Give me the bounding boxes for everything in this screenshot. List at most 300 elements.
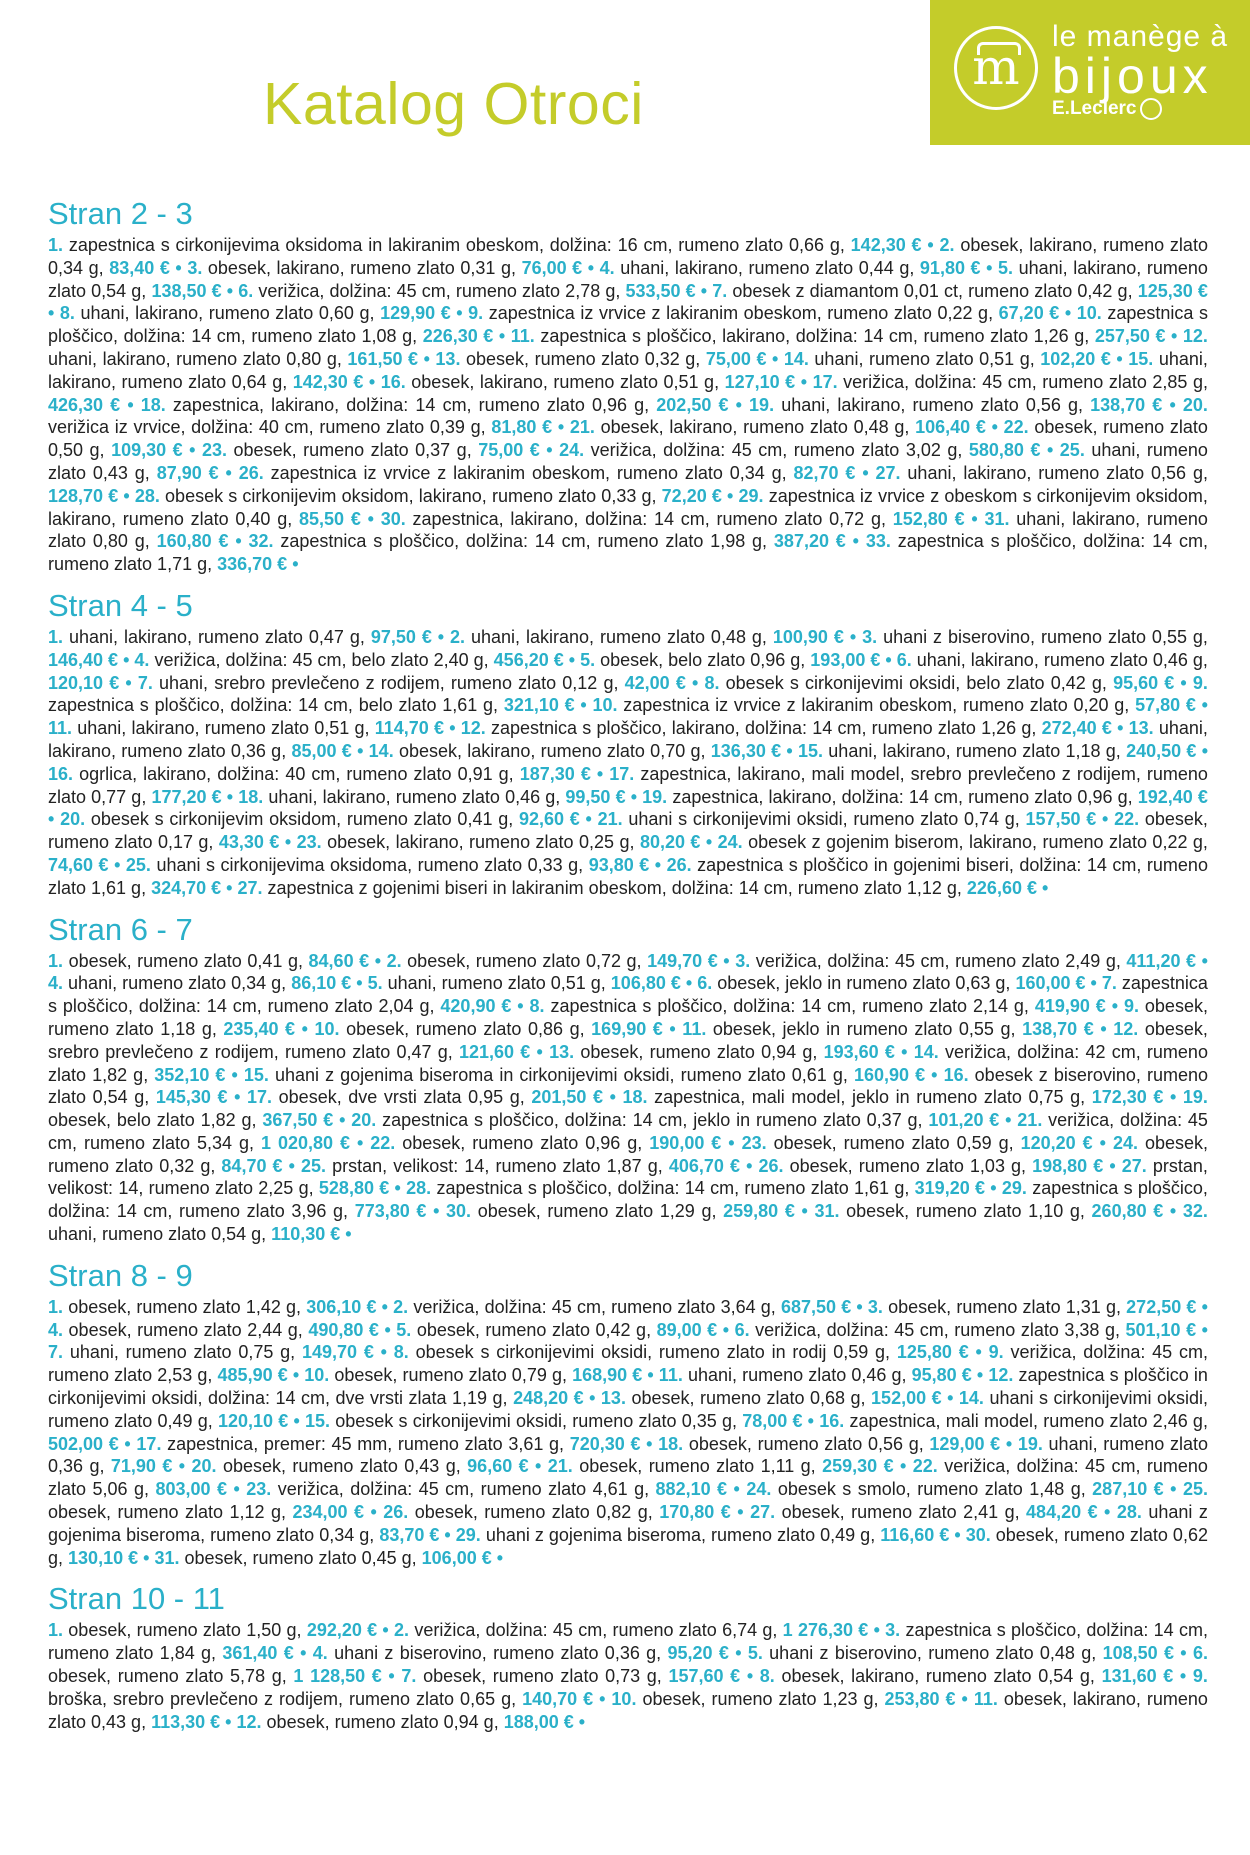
bullet-separator: • [493, 326, 506, 347]
item-number: 3. [187, 257, 203, 278]
item-price: 226,60 € [966, 877, 1037, 898]
item-price: 95,80 € [911, 1365, 972, 1386]
item-number: 15. [305, 1410, 331, 1431]
logo-emblem-icon: m [954, 26, 1038, 110]
bullet-separator: • [373, 1342, 387, 1363]
item-description: uhani, lakirano, rumeno zlato 0,64 g, [48, 348, 1208, 392]
item-price: 136,30 € [710, 740, 782, 761]
item-number: 19. [1017, 1433, 1043, 1454]
item-number: 15. [1128, 348, 1154, 369]
item-price: 138,70 € [1022, 1018, 1094, 1039]
bullet-separator: • [740, 1155, 753, 1176]
item-description: obesek, lakirano, rumeno zlato 0,54 g, [781, 1666, 1095, 1687]
catalog-item [814, 1201, 1176, 1221]
bullet-separator: • [227, 1087, 241, 1108]
bullet-separator: • [118, 649, 130, 670]
item-number: 14. [783, 348, 809, 369]
item-price: 426,30 € [48, 394, 121, 415]
catalog-item [592, 695, 1207, 715]
item-number: 32. [1182, 1201, 1208, 1222]
bullet-separator: • [728, 1643, 742, 1664]
catalog-item [623, 1087, 1177, 1107]
catalog-item [735, 951, 1208, 971]
item-description: obesek, rumeno zlato 2,44 g, [68, 1319, 303, 1340]
catalog-item [600, 258, 993, 278]
item-number: 1. [48, 1296, 64, 1317]
bullet-separator: • [221, 877, 233, 898]
catalog-item [297, 832, 713, 852]
item-description: prstan, velikost: 14, rumeno zlato 2,25 g, [48, 1155, 1208, 1199]
item-number: 13. [549, 1041, 575, 1062]
item-number: 32. [248, 531, 274, 552]
bullet-separator: • [1085, 973, 1097, 994]
bullet-separator: • [1111, 718, 1124, 739]
bullet-separator: • [1110, 348, 1123, 369]
catalog-item [511, 326, 1178, 346]
item-description: obesek, rumeno zlato 0,32 g, [466, 348, 701, 369]
bullet-separator: • [120, 394, 134, 415]
item-price: 160,00 € [1015, 973, 1086, 994]
item-number: 2. [386, 950, 402, 971]
item-price: 95,20 € [667, 1643, 729, 1664]
catalog-item [247, 1087, 616, 1107]
item-number: 10. [592, 695, 618, 716]
catalog-item [48, 1297, 388, 1317]
item-price: 306,10 € [306, 1296, 377, 1317]
item-price: 109,30 € [111, 440, 183, 461]
item-description: uhani, rumeno zlato 0,36 g, [48, 1433, 1208, 1477]
bullet-separator: • [894, 1041, 908, 1062]
item-description: obesek, dve vrsti zlata 0,95 g, [278, 1087, 525, 1108]
item-number: 28. [134, 485, 160, 506]
bullet-separator: • [1000, 1433, 1013, 1454]
item-price: 419,90 € [1034, 996, 1106, 1017]
catalog-item [659, 1365, 983, 1385]
catalog-item [135, 486, 734, 506]
catalog-item [704, 673, 1186, 693]
bullet-separator: • [590, 763, 604, 784]
catalog-item [48, 1320, 391, 1340]
item-description: obesek, rumeno zlato 1,23 g, [642, 1688, 879, 1709]
bullet-separator: • [1092, 1132, 1106, 1153]
item-number: 2. [450, 626, 466, 647]
catalog-item [750, 1502, 1110, 1522]
item-number: 29. [455, 1524, 481, 1545]
bullet-separator: • [685, 672, 699, 693]
item-number: 9. [1123, 996, 1139, 1017]
item-description: uhani, srebro prevlečeno z rodijem, rumeno zlato 0,12 g, [159, 672, 619, 693]
item-price: 146,40 € [48, 649, 119, 670]
item-price: 121,60 € [459, 1041, 531, 1062]
item-description: obesek s cirkonijevim oksidom, rumeno zlato 0,41 g, [90, 809, 514, 830]
catalog-item [248, 531, 859, 551]
bullet-separator: • [1173, 1666, 1187, 1687]
bullet-separator: • [980, 257, 993, 278]
item-description: obesek, rumeno zlato 0,56 g, [688, 1433, 924, 1454]
bullet-separator: • [539, 440, 553, 461]
catalog-item [304, 1365, 653, 1385]
item-number: 26. [758, 1155, 784, 1176]
catalog-item [611, 1689, 967, 1709]
catalog-item [580, 650, 892, 670]
catalog-item [244, 1065, 938, 1085]
item-price: 287,10 € [1092, 1479, 1164, 1500]
bullet-separator: • [1093, 1018, 1107, 1039]
item-description: uhani, rumeno zlato 0,51 g, [387, 973, 606, 994]
item-price: 128,70 € [48, 485, 119, 506]
bullet-separator: • [730, 1502, 744, 1523]
bullet-separator: • [351, 973, 363, 994]
item-number: 21. [547, 1456, 573, 1477]
catalog-item [758, 1156, 1115, 1176]
item-description: zapestnica s ploščico in cirkonijevimi oksidi, dolžina: 14 cm, dve vrsti zlata 1,19 g, [48, 1365, 1208, 1409]
item-description: obesek, srebro prevlečeno z rodijem, rumeno zlato 0,47 g, [48, 1018, 1208, 1062]
catalog-item [136, 1434, 652, 1454]
item-price: 160,80 € [156, 531, 229, 552]
item-price: 145,30 € [155, 1087, 228, 1108]
bullet-separator: • [721, 485, 734, 506]
item-number: 1. [48, 950, 64, 971]
item-number: 24. [717, 832, 743, 853]
item-number: 28. [1116, 1502, 1142, 1523]
item-price: 138,70 € [1090, 394, 1163, 415]
bullet-separator: • [1173, 1643, 1187, 1664]
bullet-separator: • [119, 672, 132, 693]
catalog-item [48, 1342, 387, 1362]
item-description: zapestnica iz vrvice z obeskom s cirkonijevim oksidom, lakirano, rumeno zlato 0,40 g, [48, 485, 1208, 529]
item-price: 125,80 € [896, 1342, 969, 1363]
bullet-separator: • [573, 1711, 586, 1732]
item-description: zapestnica s ploščico, dolžina: 14 cm, rumeno zlato 2,04 g, [48, 973, 1208, 1017]
item-description: prstan, velikost: 14, rumeno zlato 1,87 g, [332, 1155, 663, 1176]
bullet-separator: • [221, 786, 234, 807]
item-price: 387,20 € [773, 531, 846, 552]
catalog-item [369, 741, 793, 761]
bullet-separator: • [680, 973, 693, 994]
catalog-item [370, 1133, 734, 1153]
bullet-separator: • [1174, 672, 1187, 693]
item-number: 22. [1003, 417, 1029, 438]
item-number: 33. [865, 531, 891, 552]
item-description: verižica, dolžina: 45 cm, rumeno zlato 2,53 g, [48, 1342, 1208, 1386]
catalog-item [239, 463, 869, 483]
bullet-separator: • [855, 462, 869, 483]
item-price: 91,80 € [919, 257, 981, 278]
item-description: obesek, rumeno zlato 1,03 g, [789, 1155, 1027, 1176]
item-price: 75,00 € [478, 440, 540, 461]
catalog-item [742, 1133, 1106, 1153]
item-number: 16. [943, 1064, 969, 1085]
bullet-separator: • [118, 485, 130, 506]
item-price: 157,50 € [1025, 809, 1097, 830]
bullet-separator: • [1059, 303, 1072, 324]
item-description: obesek, rumeno zlato 0,59 g, [773, 1132, 1014, 1153]
item-description: obesek s cirkonijevimi oksidi, belo zlato 0,42 g, [725, 672, 1107, 693]
item-number: 7. [712, 280, 728, 301]
item-number: 15. [797, 740, 824, 761]
item-price: 533,50 € [625, 280, 696, 301]
item-description: zapestnica iz vrvice z lakiranim obeskom, rumeno zlato 0,22 g, [488, 303, 994, 324]
bullet-separator: • [717, 1319, 730, 1340]
item-price: 142,30 € [850, 235, 922, 255]
item-description: uhani, rumeno zlato 0,51 g, [814, 348, 1035, 369]
bullet-separator: • [287, 1365, 300, 1386]
item-number: 19. [642, 786, 668, 807]
item-number: 25. [301, 1155, 327, 1176]
item-price: 129,90 € [380, 303, 451, 324]
item-price: 253,80 € [884, 1688, 956, 1709]
catalog-item [549, 1042, 907, 1062]
bullet-separator: • [1196, 1296, 1208, 1317]
item-description: obesek, rumeno zlato 1,29 g, [477, 1201, 717, 1222]
bullet-separator: • [985, 1178, 997, 1199]
catalog-item [393, 1297, 863, 1317]
item-description: uhani z gojenima biseroma, rumeno zlato 0,34 g, [48, 1502, 1208, 1545]
catalog-item [305, 1411, 814, 1431]
item-price: 272,40 € [1041, 718, 1112, 739]
item-price: 149,70 € [302, 1342, 374, 1363]
bullet-separator: • [444, 718, 456, 739]
item-description: uhani, lakirano, rumeno zlato 0,51 g, [77, 718, 370, 739]
bullet-separator: • [649, 854, 662, 875]
item-price: 110,30 € [271, 1224, 341, 1245]
item-price: 169,90 € [591, 1018, 663, 1039]
catalog-item [48, 1620, 389, 1640]
item-price: 259,30 € [822, 1456, 894, 1477]
catalog-item [192, 1456, 542, 1476]
item-description: zapestnica s ploščico, dolžina: 14 cm, rumeno zlato 1,84 g, [48, 1620, 1208, 1664]
item-price: 259,80 € [723, 1201, 795, 1222]
item-price: 161,50 € [347, 348, 419, 369]
bullet-separator: • [221, 280, 234, 301]
bullet-separator: • [662, 1018, 676, 1039]
item-price: 43,30 € [218, 832, 280, 853]
catalog-content [48, 194, 1208, 1743]
item-price: 92,60 € [518, 809, 580, 830]
item-number: 20. [351, 1110, 377, 1131]
item-description: uhani z biserovino, rumeno zlato 0,55 g, [883, 626, 1208, 647]
catalog-item [48, 627, 444, 647]
section-heading: Stran 10 - 11 [48, 1581, 225, 1617]
item-description: obesek, lakirano, rumeno zlato 0,48 g, [600, 417, 910, 438]
item-description: zapestnica, mali model, jeklo in rumeno zlato 0,75 g, [654, 1087, 1086, 1108]
item-price: 71,90 € [110, 1456, 173, 1477]
item-description: uhani, lakirano, rumeno zlato 0,80 g, [48, 348, 342, 369]
item-description: zapestnica s ploščico, lakirano, dolžina: 14 cm, rumeno zlato 1,26 g, [491, 718, 1037, 739]
bullet-separator: • [279, 832, 292, 853]
logo-line-2: bijoux [1052, 48, 1213, 104]
item-description: uhani, rumeno zlato 0,75 g, [69, 1342, 296, 1363]
bullet-separator: • [491, 1547, 504, 1568]
bullet-separator: • [574, 695, 587, 716]
item-price: 120,10 € [48, 672, 120, 693]
catalog-item [406, 1178, 996, 1198]
bullet-separator: • [381, 1666, 395, 1687]
catalog-item [748, 1643, 1187, 1663]
item-description: zapestnica z gojenimi biseri in lakiranim obeskom, dolžina: 14 cm, rumeno zlato 1,12 g, [267, 877, 962, 898]
item-price: 99,50 € [565, 786, 626, 807]
item-description: obesek z biserovino, rumeno zlato 0,54 g, [48, 1064, 1208, 1108]
catalog-item [868, 1297, 1208, 1317]
item-description: uhani z biserovino, rumeno zlato 0,48 g, [769, 1643, 1097, 1664]
item-number: 20. [60, 809, 86, 830]
item-description: obesek s cirkonijevim oksidom, lakirano, rumeno zlato 0,33 g, [165, 485, 657, 506]
bullet-separator: • [949, 1524, 961, 1545]
item-number: 18. [658, 1433, 684, 1454]
item-description: verižica, dolžina: 45 cm, rumeno zlato 3,02 g, [590, 440, 963, 461]
item-description: zapestnica, lakirano, dolžina: 14 cm, rumeno zlato 0,96 g, [672, 786, 1133, 807]
item-number: 6. [734, 1319, 750, 1340]
item-price: 501,10 € [1125, 1319, 1197, 1340]
item-number: 24. [746, 1479, 772, 1500]
item-price: 1 020,80 € [260, 1132, 350, 1153]
item-number: 2. [939, 235, 955, 255]
item-number: 1. [48, 235, 64, 255]
item-description: obesek, rumeno zlato 0,17 g, [48, 809, 1208, 853]
item-number: 7. [48, 1342, 64, 1363]
bullet-separator: • [528, 1456, 542, 1477]
catalog-item [401, 1666, 753, 1686]
item-description: obesek z diamantom 0,01 ct, rumeno zlato 0,42 g, [732, 280, 1133, 301]
logo-line-3: E.Leclerc [1052, 98, 1162, 120]
bullet-separator: • [389, 1178, 401, 1199]
item-price: 101,20 € [928, 1110, 1000, 1131]
bullet-separator: • [218, 462, 232, 483]
item-description: obesek, rumeno zlato 0,94 g, [580, 1041, 818, 1062]
item-description: obesek, rumeno zlato 1,11 g, [579, 1456, 816, 1477]
item-number: 22. [912, 1456, 938, 1477]
bullet-separator: • [766, 348, 779, 369]
item-description: obesek, rumeno zlato 0,37 g, [233, 440, 472, 461]
item-description: obesek, lakirano, rumeno zlato 0,25 g, [327, 832, 635, 853]
item-description: zapestnica s ploščico, dolžina: 14 cm, rumeno zlato 1,61 g, [436, 1178, 910, 1199]
catalog-item [48, 951, 381, 971]
catalog-item [187, 258, 594, 278]
item-price: 234,00 € [292, 1502, 365, 1523]
item-price: 127,10 € [724, 371, 796, 392]
item-number: 13. [1128, 718, 1154, 739]
item-number: 10. [314, 1018, 340, 1039]
bullet-separator: • [287, 554, 299, 575]
item-price: 456,20 € [493, 649, 564, 670]
item-description: obesek s cirkonijevimi oksidi, rumeno zlato in rodij 0,59 g, [415, 1342, 891, 1363]
item-price: 490,80 € [308, 1319, 379, 1340]
catalog-item [682, 1019, 1106, 1039]
bullet-separator: • [968, 1342, 982, 1363]
section-heading: Stran 4 - 5 [48, 587, 193, 623]
item-price: 114,70 € [374, 718, 445, 739]
item-description: verižica, dolžina: 45 cm, rumeno zlato 2,78 g, [258, 280, 621, 301]
item-description: uhani, lakirano, rumeno zlato 0,56 g, [781, 394, 1083, 415]
leclerc-circle-icon [1140, 98, 1162, 120]
catalog-item [60, 809, 592, 829]
item-number: 19. [1182, 1087, 1208, 1108]
bullet-separator: • [1195, 695, 1208, 716]
item-description: verižica, dolžina: 45 cm, belo zlato 2,40 g, [154, 649, 489, 670]
bullet-separator: • [985, 417, 998, 438]
bullet-separator: • [172, 1456, 186, 1477]
bullet-separator: • [295, 1018, 308, 1039]
item-number: 17. [812, 371, 838, 392]
bullet-separator: • [1196, 950, 1208, 971]
item-price: 188,00 € [503, 1711, 574, 1732]
catalog-item [658, 1434, 1012, 1454]
item-description: obesek, lakirano, rumeno zlato 0,31 g, [207, 257, 516, 278]
item-description: verižica, dolžina: 42 cm, rumeno zlato 1,82 g, [48, 1041, 1208, 1085]
item-number: 5. [396, 1319, 412, 1340]
item-price: 484,20 € [1026, 1502, 1098, 1523]
item-number: 15. [243, 1064, 269, 1085]
item-price: 170,80 € [659, 1502, 731, 1523]
bullet-separator: • [1103, 1155, 1116, 1176]
bullet-separator: • [1162, 394, 1176, 415]
catalog-item [394, 1342, 982, 1362]
item-price: 100,90 € [772, 626, 844, 647]
item-price: 149,70 € [647, 950, 718, 971]
bullet-separator: • [640, 1433, 653, 1454]
item-description: uhani, lakirano, rumeno zlato 0,47 g, [68, 626, 365, 647]
item-description: obesek, rumeno zlato 0,68 g, [631, 1388, 866, 1409]
bullet-separator: • [431, 626, 445, 647]
item-number: 28. [406, 1178, 432, 1199]
item-description: zapestnica, lakirano, mali model, srebro prevlečeno z rodijem, rumeno zlato 0,77 g, [48, 763, 1208, 807]
catalog-item [381, 372, 807, 392]
item-price: 72,20 € [661, 485, 722, 506]
section-heading: Stran 6 - 7 [48, 911, 193, 947]
bullet-separator: • [169, 257, 182, 278]
catalog-item [60, 303, 463, 323]
item-price: 324,70 € [151, 877, 222, 898]
bullet-separator: • [695, 280, 708, 301]
bullet-separator: • [717, 950, 730, 971]
item-number: 24. [1112, 1132, 1138, 1153]
item-number: 17. [247, 1087, 273, 1108]
item-description: obesek, rumeno zlato 0,73 g, [423, 1666, 662, 1687]
item-number: 11. [48, 718, 73, 739]
catalog-item [396, 1320, 729, 1340]
item-price: 42,00 € [624, 672, 686, 693]
item-price: 361,40 € [222, 1643, 294, 1664]
item-description: obesek, lakirano, rumeno zlato 0,70 g, [398, 740, 706, 761]
bullet-separator: • [1097, 1502, 1111, 1523]
item-number: 17. [136, 1433, 162, 1454]
bullet-separator: • [955, 1688, 968, 1709]
catalog-item [154, 1548, 503, 1568]
item-price: 235,40 € [223, 1018, 296, 1039]
item-price: 240,50 € [1126, 740, 1197, 761]
bullet-separator: • [1163, 1201, 1177, 1222]
bullet-separator: • [563, 649, 576, 670]
item-number: 14. [368, 740, 394, 761]
item-price: 193,60 € [823, 1041, 895, 1062]
item-price: 1 276,30 € [782, 1620, 869, 1641]
bullet-separator: • [845, 531, 859, 552]
item-description: zapestnica, premer: 45 mm, rumeno zlato 3,61 g, [167, 1433, 565, 1454]
item-number: 12. [988, 1365, 1014, 1386]
item-price: 87,90 € [156, 462, 219, 483]
item-number: 3. [862, 626, 878, 647]
bullet-separator: • [727, 1479, 740, 1500]
item-number: 6. [1192, 1643, 1208, 1664]
item-price: 193,00 € [810, 649, 881, 670]
catalog-item [48, 235, 934, 255]
item-number: 29. [738, 485, 764, 506]
section-body [48, 1296, 1208, 1570]
item-description: zapestnica s ploščico, dolžina: 14 cm, belo zlato 1,61 g, [48, 695, 499, 716]
item-price: 93,80 € [588, 854, 650, 875]
item-description: uhani, lakirano, rumeno zlato 0,56 g, [907, 462, 1208, 483]
bullet-separator: • [1036, 877, 1049, 898]
